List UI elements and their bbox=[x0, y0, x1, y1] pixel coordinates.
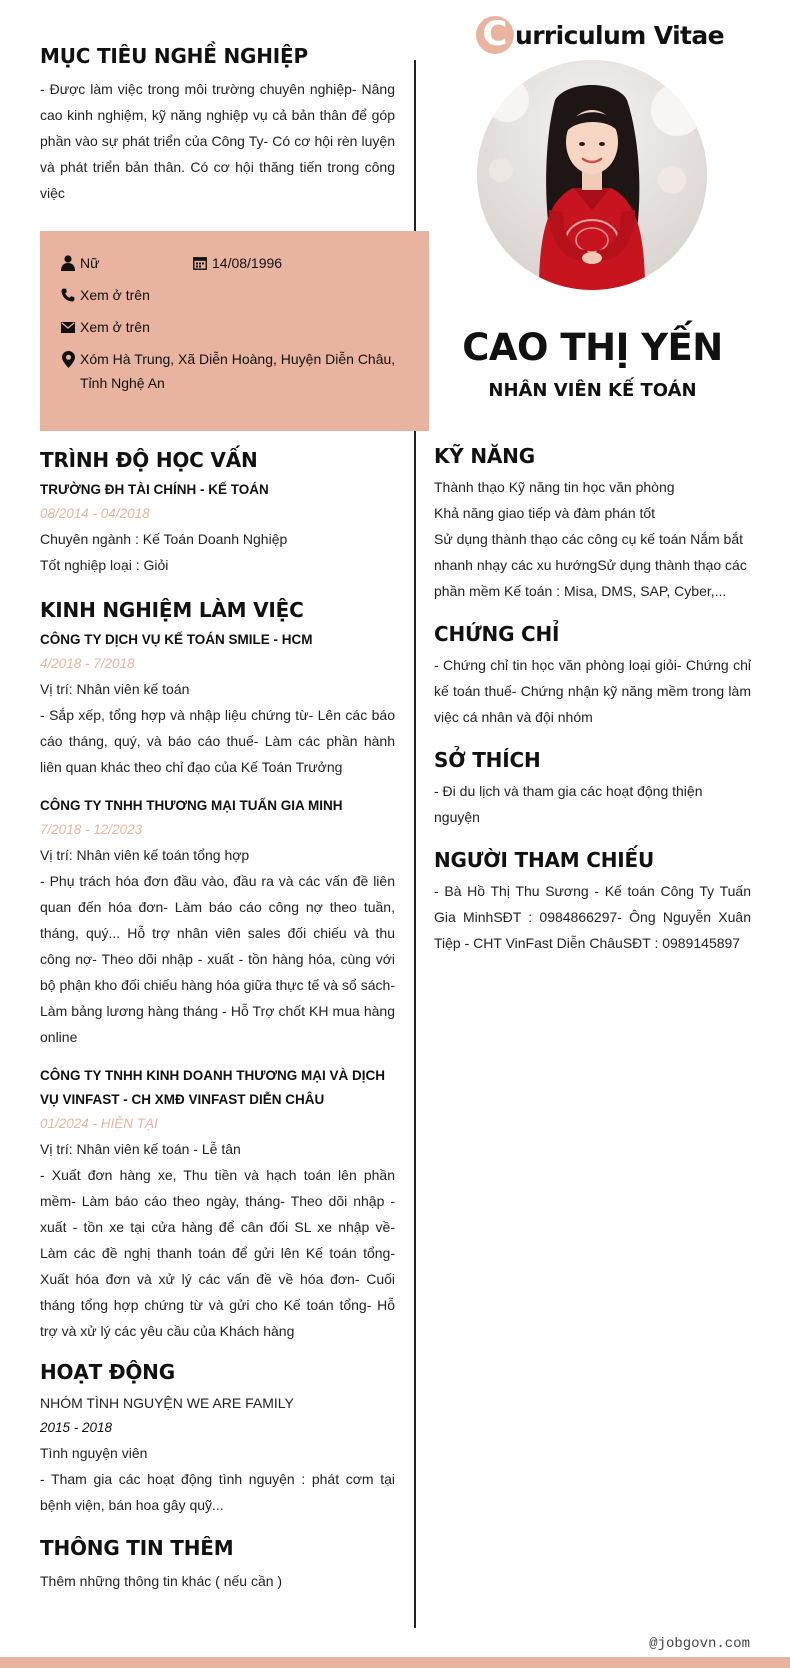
references-section bbox=[434, 848, 751, 956]
experience-position: Vị trí: Nhân viên kế toán - Lễ tân bbox=[40, 1141, 241, 1157]
experience-company: CÔNG TY TNHH THƯƠNG MẠI TUẤN GIA MINH bbox=[40, 798, 343, 813]
education-major: Chuyên ngành : Kế Toán Doanh Nghiệp bbox=[40, 531, 288, 547]
activities-title: HOẠT ĐỘNG bbox=[40, 1360, 175, 1384]
skill-line: Thành thạo Kỹ năng tin học văn phòng bbox=[434, 479, 675, 495]
education-section bbox=[40, 448, 395, 578]
skill-line: nhanh nhạy các xu hướngSử dụng thành thạo các bbox=[434, 557, 747, 573]
experience-section bbox=[40, 598, 395, 1344]
gender-value: Nữ bbox=[80, 255, 100, 271]
activities-org: NHÓM TÌNH NGUYỆN WE ARE FAMILY bbox=[40, 1395, 294, 1411]
cv-logo-text: urriculum Vitae bbox=[515, 20, 725, 50]
extra-section bbox=[40, 1536, 395, 1594]
experience-company: CÔNG TY TNHH KINH DOANH THƯƠNG MẠI VÀ DỊCH VỤ VINFAST - CH XMĐ VINFAST DIỄN CHÂU bbox=[40, 1068, 385, 1107]
contact-birthday bbox=[192, 251, 282, 275]
contact-address bbox=[60, 347, 395, 395]
experience-item bbox=[40, 628, 395, 780]
references-text: - Bà Hồ Thị Thu Sương - Kế toán Công Ty Tuấn Gia MinhSĐT : 0984866297- Ông Nguyễn Xuân Tiệp - CHT VinFast Diễn ChâuSĐT : 0989145897 bbox=[434, 883, 751, 951]
experience-item bbox=[40, 1064, 395, 1344]
cv-logo bbox=[476, 16, 724, 54]
contact-gender bbox=[60, 251, 99, 275]
skill-line: Khả năng giao tiếp và đàm phán tốt bbox=[434, 505, 656, 521]
education-title: TRÌNH ĐỘ HỌC VẤN bbox=[40, 448, 258, 472]
user-icon bbox=[60, 251, 76, 275]
hobbies-section bbox=[434, 748, 751, 830]
experience-date: 01/2024 - HIỆN TẠI bbox=[40, 1116, 158, 1131]
activities-date: 2015 - 2018 bbox=[40, 1420, 113, 1435]
phone-value: Xem ở trên bbox=[80, 287, 150, 303]
objective-section bbox=[40, 44, 395, 206]
contact-box bbox=[40, 231, 429, 431]
experience-description: - Phụ trách hóa đơn đầu vào, đầu ra và các vấn đề liên quan đến hóa đơn- Làm báo cáo công nợ theo tuần, tháng, quý... Hỗ trợ nhân viên sales đối chiếu và thu công nợ- Theo dõi nhập - xuất - tồn hàng hóa, cùng với bộ phận kho đối chiếu hàng hóa giữa thực tế và sổ sách- Làm bảng lương hàng tháng - Hỗ Trợ chốt KH mua hàng online bbox=[40, 873, 395, 1045]
cv-logo-circle bbox=[476, 16, 514, 54]
certificates-title: CHỨNG CHỈ bbox=[434, 622, 560, 646]
activities-section bbox=[40, 1360, 395, 1518]
envelope-icon bbox=[60, 315, 76, 339]
hobbies-title: SỞ THÍCH bbox=[434, 748, 541, 772]
skills-title: KỸ NĂNG bbox=[434, 444, 535, 468]
extra-title: THÔNG TIN THÊM bbox=[40, 1536, 234, 1560]
contact-email bbox=[60, 315, 150, 339]
experience-item bbox=[40, 794, 395, 1050]
experience-date: 4/2018 - 7/2018 bbox=[40, 656, 135, 671]
skill-line: Sử dụng thành thạo các công cụ kế toán Nắm bắt bbox=[434, 531, 744, 547]
cv-logo-letter: C bbox=[482, 14, 508, 54]
education-grade: Tốt nghiệp loại : Giỏi bbox=[40, 557, 169, 573]
objective-title: MỤC TIÊU NGHỀ NGHIỆP bbox=[40, 44, 308, 68]
contact-phone bbox=[60, 283, 150, 307]
certificates-text: - Chứng chỉ tin học văn phòng loại giỏi- Chứng chỉ kế toán thuế- Chứng nhận kỹ năng mềm trong làm việc cá nhân và đội nhóm bbox=[434, 657, 751, 725]
experience-company: CÔNG TY DỊCH VỤ KẾ TOÁN SMILE - HCM bbox=[40, 632, 313, 647]
email-value: Xem ở trên bbox=[80, 319, 150, 335]
avatar-illustration bbox=[477, 60, 707, 290]
skills-section bbox=[434, 444, 751, 604]
experience-title: KINH NGHIỆM LÀM VIỆC bbox=[40, 598, 304, 622]
address-line-2: Tỉnh Nghệ An bbox=[80, 375, 165, 391]
experience-description: - Sắp xếp, tổng hợp và nhập liệu chứng từ- Lên các báo cáo tháng, quý, và báo cáo thuế- Làm các phần hành liên quan khác theo chỉ đạo của Kế Toán Trưởng bbox=[40, 707, 395, 775]
candidate-name: CAO THỊ YẾN bbox=[462, 326, 723, 369]
education-school: TRƯỜNG ĐH TÀI CHÍNH - KẾ TOÁN bbox=[40, 482, 269, 497]
experience-position: Vị trí: Nhân viên kế toán tổng hợp bbox=[40, 847, 250, 863]
job-title: NHÂN VIÊN KẾ TOÁN bbox=[488, 380, 697, 401]
experience-description: - Xuất đơn hàng xe, Thu tiền và hạch toán lên phần mềm- Làm báo cáo theo ngày, tháng- Theo dõi nhập - xuất - tồn xe tại cửa hàng để cân đối SL xe nhập về- Làm các đề nghị thanh toán để gửi lên Kế toán tổng- Xuất hóa đơn và xử lý các vấn đề về hóa đơn- Cuối tháng tổng hợp chứng từ và gửi cho Kế toán tổng- Hỗ trợ và xử lý các yêu cầu của Khách hàng bbox=[40, 1167, 395, 1339]
map-pin-icon bbox=[60, 347, 76, 371]
education-date: 08/2014 - 04/2018 bbox=[40, 506, 150, 521]
bottom-band bbox=[0, 1657, 790, 1668]
footer-brand[interactable]: @jobgovn.com bbox=[649, 1636, 750, 1652]
activities-role: Tình nguyện viên bbox=[40, 1445, 148, 1461]
phone-icon bbox=[60, 283, 76, 307]
objective-text: - Được làm việc trong môi trường chuyên nghiệp- Nâng cao kinh nghiệm, kỹ năng nghiệp vụ cả bản thân để góp phần vào sự phát triển của Công Ty- Có cơ hội rèn luyện và phát triển bản thân. Có cơ hội thăng tiến trong công việc bbox=[40, 81, 395, 201]
references-title: NGƯỜI THAM CHIẾU bbox=[434, 848, 655, 872]
calendar-icon bbox=[192, 251, 208, 275]
certificates-section bbox=[434, 622, 751, 730]
avatar bbox=[477, 60, 707, 290]
extra-text: Thêm những thông tin khác ( nếu cần ) bbox=[40, 1573, 283, 1589]
experience-date: 7/2018 - 12/2023 bbox=[40, 822, 143, 837]
activities-description: - Tham gia các hoạt động tình nguyện : phát cơm tại bệnh viện, bán hoa gây quỹ... bbox=[40, 1471, 395, 1513]
right-column bbox=[434, 444, 751, 956]
address-line-1: Xóm Hà Trung, Xã Diễn Hoàng, Huyện Diễn Châu, bbox=[80, 351, 396, 367]
hobbies-text: - Đi du lịch và tham gia các hoạt động thiện nguyện bbox=[434, 783, 703, 825]
birthday-value: 14/08/1996 bbox=[212, 255, 283, 271]
skill-line: phần mềm Kế toán : Misa, DMS, SAP, Cyber,... bbox=[434, 583, 727, 599]
experience-position: Vị trí: Nhân viên kế toán bbox=[40, 681, 190, 697]
